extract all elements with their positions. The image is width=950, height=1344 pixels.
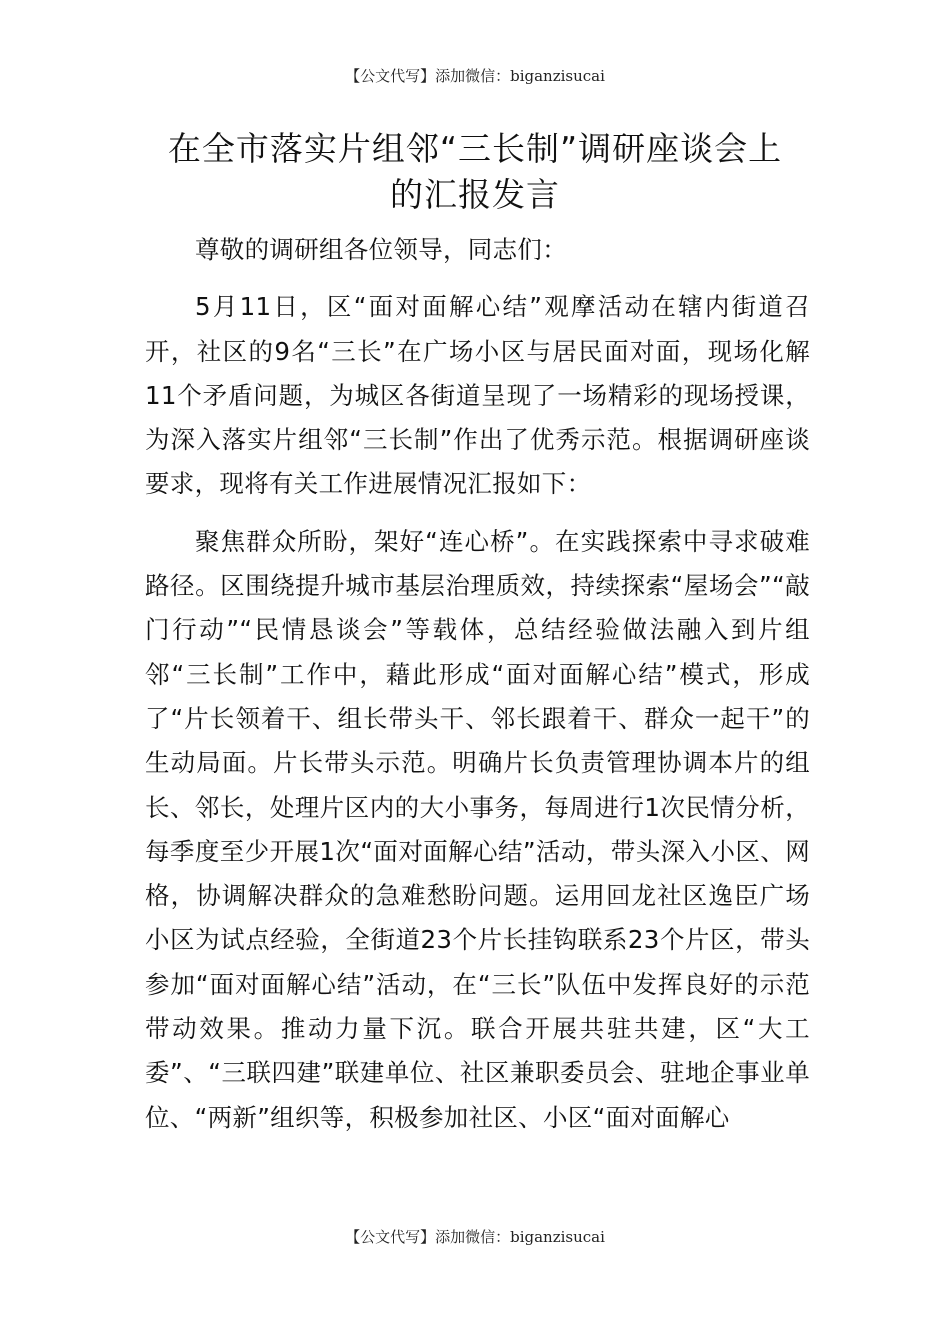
document-body <box>145 228 810 1153</box>
paragraph-2: 聚焦群众所盼，架好“连心桥”。在实践探索中寻求破难路径。区围绕提升城市基层治理质效，持续探索“屋场会”“敲门行动”“民情恳谈会”等载体，总结经验做法融入到片组邻“三长制”工作中，藉此形成“面对面解心结”模式，形成了“片长领着干、组长带头干、邻长跟着干、群众一起干”的生动局面。片长带头示范。明确片长负责管理协调本片的组长、邻长，处理片区内的大小事务，每周进行1次民情分析，每季度至少开展1次“面对面解心结”活动，带头深入小区、网格，协调解决群众的急难愁盼问题。运用回龙社区逸臣广场小区为试点经验，全街道23个片长挂钩联系23个片区，带头参加“面对面解心结”活动，在“三长”队伍中发挥良好的示范带动效果。推动力量下沉。联合开展共驻共建，区“大工委”、“三联四建”联建单位、社区兼职委员会、驻地企事业单位、“两新”组织等，积极参加社区、小区“面对面解心 <box>145 526 810 1132</box>
salutation: 尊敬的调研组各位领导，同志们： <box>195 235 567 264</box>
footer-watermark: 【公文代写】添加微信：biganzisucai <box>345 1228 605 1246</box>
paragraph-1: 5月11日，区“面对面解心结”观摩活动在辖内街道召开，社区的9名“三长”在广场小区与居民面对面，现场化解11个矛盾问题，为城区各街道呈现了一场精彩的现场授课，为深入落实片组邻“三长制”作出了优秀示范。根据调研座谈要求，现将有关工作进展情况汇报如下： <box>145 292 810 499</box>
document-title <box>140 126 810 218</box>
title-line-1: 在全市落实片组邻“三长制”调研座谈会上 <box>167 129 783 168</box>
header-watermark: 【公文代写】添加微信：biganzisucai <box>345 67 605 85</box>
title-line-2: 的汇报发言 <box>390 175 560 214</box>
